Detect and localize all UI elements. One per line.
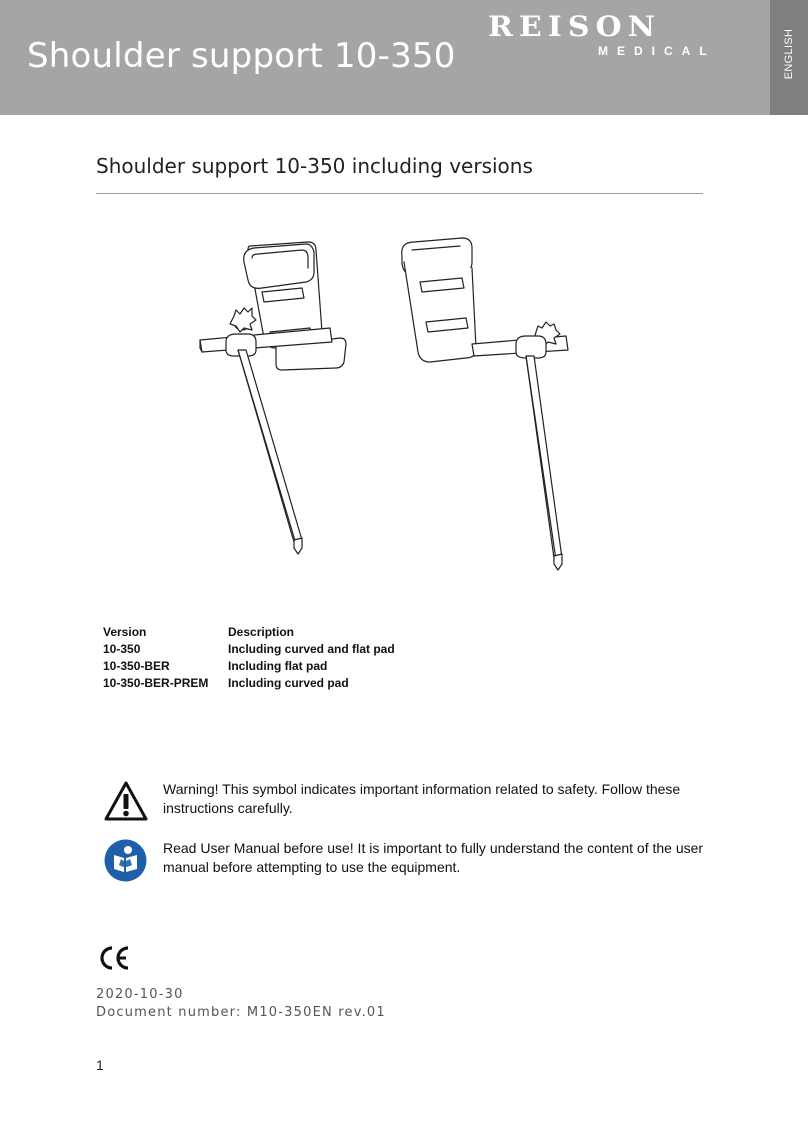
read-manual-icon [104,839,147,882]
version-cell: 10-350-BER [103,659,170,673]
column-header: Description [228,625,295,639]
reison-medical-logo [488,11,758,60]
warning-text: Warning! This symbol indicates important information related to safety. Follow these instructions carefully. [163,781,681,816]
logo-wordmark: REISON [488,11,662,44]
warning-triangle-icon [104,780,148,822]
page-title: Shoulder support 10-350 [27,36,456,76]
version-cell: 10-350-BER-PREM [103,676,209,690]
column-header: Version [103,625,147,639]
section-divider [96,193,703,194]
description-cell: Including curved and flat pad [228,642,395,656]
version-cell: 10-350 [103,642,141,656]
curved-pad-assembly [200,242,346,554]
page-number: 1 [96,1057,104,1073]
table-row [103,642,395,659]
manual-text: Read User Manual before use! It is important to fully understand the content of the user manual before attempting to use the equipment. [163,840,704,875]
table-row [103,676,395,693]
description-cell: Including curved pad [228,676,349,690]
description-cell: Including flat pad [228,659,328,673]
document-date: 2020-10-30 [96,987,184,1002]
shoulder-support-drawing [190,232,590,577]
versions-table [103,625,395,693]
table-header-row [103,625,395,642]
document-number: Document number: M10-350EN rev.01 [96,1005,386,1020]
section-title: Shoulder support 10-350 including versions [96,154,533,178]
ce-mark-icon [97,945,131,971]
flat-pad-assembly [402,238,568,570]
table-row [103,659,395,676]
language-tab [770,0,808,115]
language-label: ENGLISH [783,28,795,80]
page-header [0,0,770,115]
logo-subtitle: MEDICAL [598,44,716,58]
